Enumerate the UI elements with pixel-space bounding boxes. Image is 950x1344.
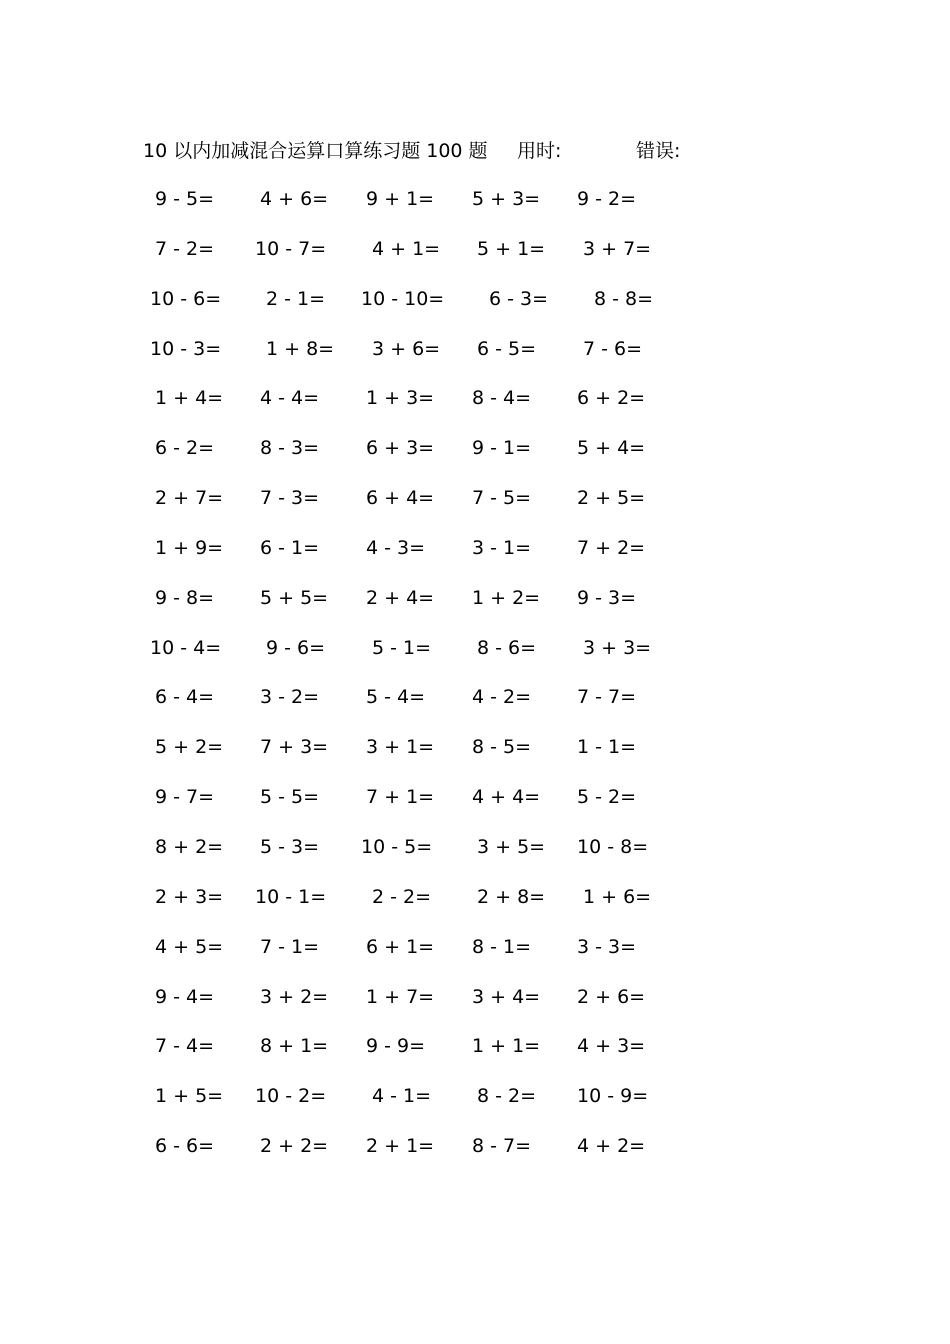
problem: 6 + 3= (366, 437, 435, 460)
problem: 9 - 5= (155, 188, 215, 210)
problem: 10 - 9= (577, 1085, 649, 1108)
problem: 8 + 1= (260, 1035, 329, 1058)
problem: 8 + 2= (155, 835, 224, 858)
problem: 3 + 3= (583, 636, 652, 659)
problem: 4 + 1= (372, 237, 441, 260)
problem: 8 - 1= (472, 935, 532, 958)
problem: 2 + 7= (155, 487, 224, 510)
problem: 1 + 1= (472, 1035, 541, 1058)
problem: 10 - 4= (150, 636, 222, 659)
problem: 10 - 1= (255, 885, 327, 908)
problem-row (0, 832, 950, 882)
problem: 3 + 1= (366, 736, 435, 759)
problem: 7 - 6= (583, 337, 643, 360)
worksheet-title: 10 以内加减混合运算口算练习题 100 题 (143, 140, 488, 162)
problem: 8 - 6= (477, 636, 537, 659)
problem-row (0, 1131, 950, 1181)
problem: 2 + 6= (577, 985, 646, 1008)
problem-row (0, 234, 950, 284)
problem: 2 + 5= (577, 487, 646, 510)
problem: 5 + 2= (155, 736, 224, 759)
problem: 9 - 9= (366, 1035, 426, 1058)
problem: 8 - 7= (472, 1135, 532, 1158)
problem-row (0, 1031, 950, 1081)
problem: 8 - 8= (594, 287, 654, 310)
problem: 5 - 2= (577, 786, 637, 809)
error-count-label: 错误: (636, 140, 681, 162)
problem: 6 - 3= (489, 287, 549, 310)
problem-row (0, 284, 950, 334)
problem: 1 + 8= (266, 337, 335, 360)
problem: 2 + 1= (366, 1135, 435, 1158)
problem: 1 + 9= (155, 536, 224, 559)
problem-row (0, 334, 950, 384)
problem: 10 - 7= (255, 237, 327, 260)
problem-row (0, 383, 950, 433)
problem: 7 - 7= (577, 686, 637, 709)
problem-row (0, 483, 950, 533)
problem: 1 + 3= (366, 387, 435, 410)
problem: 4 + 5= (155, 935, 224, 958)
problem: 7 - 4= (155, 1035, 215, 1058)
problem: 3 + 7= (583, 237, 652, 260)
problem-row (0, 682, 950, 732)
problem-grid (0, 184, 950, 1181)
problem: 4 + 3= (577, 1035, 646, 1058)
problem: 10 - 10= (361, 287, 445, 310)
problem-row (0, 882, 950, 932)
problem: 6 - 4= (155, 686, 215, 709)
problem: 9 - 3= (577, 586, 637, 609)
problem: 4 + 2= (577, 1135, 646, 1158)
problem-row (0, 533, 950, 583)
problem: 2 + 4= (366, 586, 435, 609)
problem: 9 - 8= (155, 586, 215, 609)
problem: 2 + 3= (155, 885, 224, 908)
problem: 4 - 2= (472, 686, 532, 709)
problem: 1 + 2= (472, 586, 541, 609)
problem: 8 - 2= (477, 1085, 537, 1108)
problem-row (0, 633, 950, 683)
problem: 8 - 4= (472, 387, 532, 410)
problem: 6 + 1= (366, 935, 435, 958)
problem: 7 - 1= (260, 935, 320, 958)
problem: 3 + 2= (260, 985, 329, 1008)
problem: 4 - 3= (366, 536, 426, 559)
problem: 2 - 1= (266, 287, 326, 310)
problem: 9 - 4= (155, 985, 215, 1008)
problem: 9 - 7= (155, 786, 215, 809)
problem: 1 - 1= (577, 736, 637, 759)
problem: 2 + 8= (477, 885, 546, 908)
problem: 6 + 2= (577, 387, 646, 410)
problem: 10 - 8= (577, 835, 649, 858)
problem: 3 + 4= (472, 985, 541, 1008)
problem: 3 - 3= (577, 935, 637, 958)
problem: 4 + 4= (472, 786, 541, 809)
problem-row (0, 782, 950, 832)
problem: 6 - 1= (260, 536, 320, 559)
problem: 5 + 3= (472, 188, 541, 210)
time-used-label: 用时: (517, 140, 562, 162)
problem: 6 - 2= (155, 437, 215, 460)
problem: 9 - 1= (472, 437, 532, 460)
problem: 7 + 2= (577, 536, 646, 559)
problem: 7 + 1= (366, 786, 435, 809)
problem-row (0, 583, 950, 633)
problem: 9 + 1= (366, 188, 435, 210)
problem: 5 + 5= (260, 586, 329, 609)
problem: 5 + 4= (577, 437, 646, 460)
problem: 10 - 6= (150, 287, 222, 310)
problem: 2 - 2= (372, 885, 432, 908)
problem: 1 + 4= (155, 387, 224, 410)
problem: 1 + 7= (366, 985, 435, 1008)
problem: 9 - 2= (577, 188, 637, 210)
problem: 5 - 1= (372, 636, 432, 659)
problem: 7 - 3= (260, 487, 320, 510)
problem: 1 + 6= (583, 885, 652, 908)
problem: 5 + 1= (477, 237, 546, 260)
problem: 7 - 5= (472, 487, 532, 510)
problem: 4 + 6= (260, 188, 329, 210)
problem: 3 + 6= (372, 337, 441, 360)
problem-row (0, 433, 950, 483)
problem: 3 - 1= (472, 536, 532, 559)
problem: 10 - 2= (255, 1085, 327, 1108)
problem: 5 - 3= (260, 835, 320, 858)
problem: 3 - 2= (260, 686, 320, 709)
problem: 8 - 5= (472, 736, 532, 759)
problem: 1 + 5= (155, 1085, 224, 1108)
problem-row (0, 932, 950, 982)
problem: 6 - 5= (477, 337, 537, 360)
problem-row (0, 1081, 950, 1131)
problem: 5 - 5= (260, 786, 320, 809)
problem: 4 - 1= (372, 1085, 432, 1108)
problem-row (0, 184, 950, 234)
problem: 9 - 6= (266, 636, 326, 659)
problem-row (0, 732, 950, 782)
problem: 7 + 3= (260, 736, 329, 759)
problem-row (0, 982, 950, 1032)
problem: 4 - 4= (260, 387, 320, 410)
problem: 3 + 5= (477, 835, 546, 858)
problem: 7 - 2= (155, 237, 215, 260)
problem: 8 - 3= (260, 437, 320, 460)
problem: 6 + 4= (366, 487, 435, 510)
problem: 2 + 2= (260, 1135, 329, 1158)
problem: 10 - 3= (150, 337, 222, 360)
problem: 10 - 5= (361, 835, 433, 858)
problem: 5 - 4= (366, 686, 426, 709)
problem: 6 - 6= (155, 1135, 215, 1158)
